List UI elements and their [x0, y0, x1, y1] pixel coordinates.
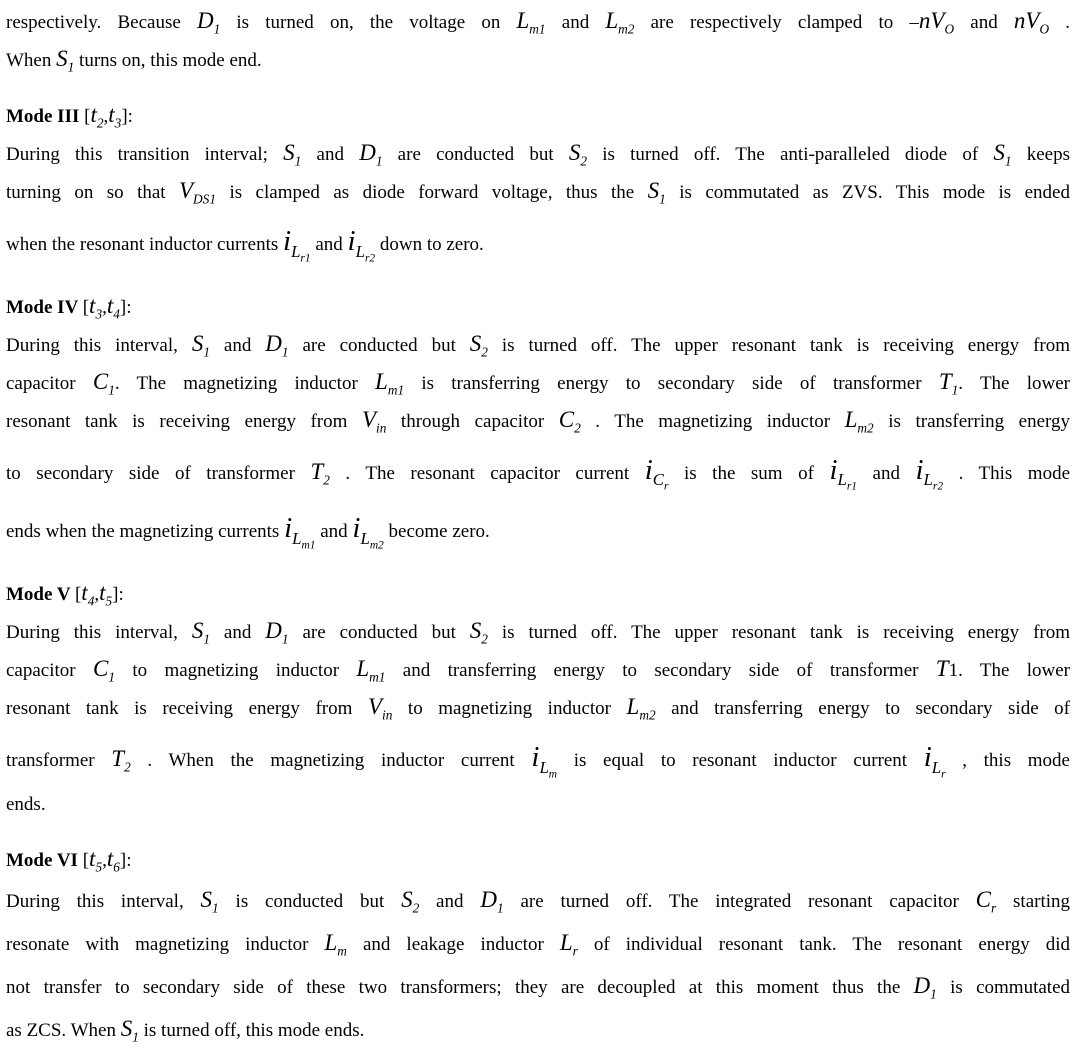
math-subscript: 3 [95, 306, 103, 322]
math-subsubscript: m [548, 767, 558, 780]
math-variable: $D_1$ [196, 8, 221, 37]
text-run: ]: [119, 850, 132, 872]
math-subscript: Lr [931, 757, 946, 780]
math-subscript: 1 [108, 669, 115, 685]
text-line [6, 403, 1070, 441]
mode-v-heading [6, 576, 1070, 614]
bold-run: Mode III [6, 106, 85, 127]
text-run: starting [996, 891, 1071, 913]
math-subsubscript: r2 [364, 252, 376, 265]
text-run: to magnetizing inductor [392, 697, 627, 719]
text-run: is the sum of [668, 462, 830, 484]
math-variable: $t_5$ [99, 579, 113, 609]
math-subscript: 1 [213, 21, 221, 37]
math-variable: $T_2$ [310, 458, 330, 488]
paragraph [6, 136, 1070, 271]
text-line [6, 966, 1070, 1009]
text-run: and leakage inductor [346, 934, 560, 956]
math-variable: $S_1$ [120, 1016, 139, 1045]
text-line [6, 1009, 1070, 1052]
text-run: as ZCS. When [6, 1020, 121, 1042]
math-variable: $V_{in}$ [367, 693, 393, 723]
text-run: is clamped as diode forward voltage, thus the [216, 182, 648, 203]
text-run: and [315, 521, 353, 543]
text-run: [ [82, 296, 90, 318]
text-line [6, 728, 1070, 787]
text-run: and [209, 334, 266, 356]
math-subsubscript: m1 [301, 539, 316, 552]
math-subsubscript: m2 [369, 539, 384, 552]
math-subscript: 1 [108, 382, 115, 398]
text-run: is transferring energy to secondary side of transformer [404, 372, 939, 394]
text-run: ]: [119, 296, 132, 318]
text-run: During this interval, [6, 621, 192, 643]
math-subscript: 3 [114, 115, 122, 131]
math-subscript: 1 [132, 1029, 139, 1045]
math-variable: $S_1$ [993, 140, 1012, 169]
math-subscript: 1 [281, 631, 289, 647]
math-variable: $V_{DS1}$ [178, 178, 217, 207]
math-variable: T [935, 655, 949, 681]
math-variable: $S_1$ [191, 330, 210, 360]
bold-run: Mode VI [6, 850, 83, 872]
math-variable: $nV_O$ [918, 8, 955, 37]
math-variable: $S_1$ [283, 140, 302, 169]
math-variable: $L_m$ [324, 930, 347, 959]
text-run: . [1049, 12, 1070, 33]
text-line [6, 42, 1070, 80]
text-run: . This mode [943, 462, 1071, 484]
text-run: and [419, 891, 481, 913]
text-run: to magnetizing inductor [114, 659, 357, 681]
text-run: ends. [6, 794, 46, 816]
math-subscript: 1 [67, 59, 75, 75]
math-subscript: 2 [481, 631, 488, 647]
math-variable: $D_1$ [265, 330, 289, 360]
math-subscript: 2 [574, 420, 581, 436]
math-variable: $C_1$ [92, 368, 115, 398]
text-run: capacitor [6, 372, 93, 394]
math-variable: $S_1$ [647, 178, 666, 207]
text-line [6, 212, 1070, 271]
math-variable: $t_6$ [106, 846, 120, 875]
text-run: not transfer to secondary side of these two transformers; they are decoupled at this moment thus the [6, 977, 914, 999]
math-variable: $D_1$ [359, 140, 383, 169]
math-subscript: 4 [87, 593, 95, 609]
text-run: down to zero. [375, 234, 484, 255]
text-run: ]: [112, 583, 124, 605]
math-variable: $C_r$ [975, 887, 997, 916]
math-variable: $i_{L_r}$ [923, 740, 946, 780]
text-run: and [209, 621, 266, 643]
mode-iii-heading [6, 98, 1070, 136]
mode-vi-heading [6, 842, 1070, 880]
math-variable: $L_{m1}$ [516, 8, 546, 37]
text-run: respectively. Because [6, 12, 197, 33]
math-subsubscript: r1 [300, 252, 311, 265]
text-run: and [301, 144, 360, 165]
math-subscript: Lm1 [292, 528, 316, 552]
math-subscript: in [382, 707, 393, 723]
text-run: when the resonant inductor currents [6, 234, 283, 255]
text-run: . The magnetizing inductor [580, 410, 845, 432]
math-subscript: 1 [203, 631, 210, 647]
text-run: capacitor [6, 659, 93, 681]
math-variable: $t_4$ [81, 579, 95, 609]
math-subscript: 1 [659, 191, 666, 207]
text-run: to secondary side of transformer [6, 462, 311, 484]
math-variable: $L_{m2}$ [626, 693, 656, 723]
math-variable: $nV_O$ [1013, 8, 1050, 37]
paragraph [6, 880, 1070, 1052]
math-subscript: 1 [1004, 153, 1012, 169]
math-subscript: 1 [375, 153, 383, 169]
mode-iv-heading [6, 289, 1070, 327]
math-variable: $i_{L_{r1}}$ [283, 225, 311, 265]
text-run: turns on, this mode end. [74, 50, 262, 71]
text-line [6, 327, 1070, 365]
math-subscript: m2 [857, 420, 874, 436]
math-subsubscript: r [941, 767, 946, 780]
text-run: , this mode [945, 749, 1070, 771]
text-run: . The magnetizing inductor [114, 372, 376, 394]
paragraph [6, 327, 1070, 558]
math-subscript: Lr2 [355, 241, 376, 265]
text-run: keeps [1011, 144, 1070, 165]
math-subscript: r [572, 943, 578, 959]
math-subscript: 1 [496, 900, 504, 916]
math-variable: $L_r$ [559, 930, 578, 959]
text-run: resonate with magnetizing inductor [6, 934, 325, 956]
text-run: [ [82, 850, 90, 872]
math-subscript: DS1 [193, 191, 217, 207]
text-run: [ [84, 106, 91, 127]
math-subscript: m1 [369, 669, 386, 685]
math-variable: $D_1$ [265, 617, 289, 647]
math-subscript: 2 [412, 900, 420, 916]
math-subscript: 5 [105, 593, 113, 609]
math-subsubscript: r [664, 480, 669, 493]
math-subscript: m [337, 943, 347, 959]
math-variable: $S_1$ [56, 46, 75, 75]
math-subscript: 6 [113, 859, 120, 875]
math-variable: $S_1$ [200, 887, 219, 916]
math-subscript: r [991, 900, 997, 916]
text-run: are conducted but [382, 144, 569, 165]
math-subscript: 1 [930, 986, 937, 1002]
bold-run: Mode IV [6, 296, 83, 318]
text-run: When [6, 50, 57, 71]
text-run: are respectively clamped to – [634, 12, 919, 33]
text-run: is turned on, the voltage on [220, 12, 517, 33]
text-line [6, 690, 1070, 728]
math-subscript: O [1039, 21, 1050, 37]
math-variable: $C_2$ [558, 406, 581, 436]
math-variable: $L_{m1}$ [375, 368, 405, 398]
text-run: resonant tank is receiving energy from [6, 697, 368, 719]
math-subscript: Lr1 [291, 241, 311, 265]
math-variable: $L_{m2}$ [605, 8, 635, 37]
text-run: transformer [6, 749, 112, 771]
math-variable: $D_1$ [480, 887, 504, 916]
math-subscript: 1 [281, 344, 289, 360]
text-run: . The resonant capacitor current [329, 462, 645, 484]
paragraph [6, 4, 1070, 80]
text-run: [ [74, 583, 82, 605]
math-variable: $S_2$ [469, 617, 488, 647]
math-variable: $t_5$ [89, 846, 103, 875]
text-line [6, 499, 1070, 558]
math-subscript: 2 [580, 153, 588, 169]
text-run: and [310, 234, 348, 255]
text-line [6, 614, 1070, 652]
math-subscript: 2 [96, 115, 104, 131]
text-run: are conducted but [288, 334, 470, 356]
math-subscript: 5 [95, 859, 103, 875]
math-variable: $S_2$ [469, 330, 488, 360]
math-variable: $i_{L_m}$ [531, 740, 558, 780]
math-subscript: m1 [387, 382, 405, 398]
math-variable: $D_1$ [913, 973, 937, 1002]
text-run: turning on so that [6, 182, 179, 203]
text-run: and [857, 462, 916, 484]
math-variable: $S_2$ [401, 887, 420, 916]
text-run: During this interval, [6, 334, 192, 356]
text-run: During this transition interval; [6, 144, 284, 165]
text-run: . The lower [958, 372, 1070, 394]
text-run: and [545, 12, 606, 33]
text-line [6, 174, 1070, 212]
text-line [6, 365, 1070, 403]
math-subscript: Lm [539, 757, 558, 780]
text-line [6, 652, 1070, 690]
math-variable: $i_{L_{r1}}$ [829, 453, 858, 493]
text-run: . When the magnetizing inductor current [130, 749, 532, 771]
math-variable: $C_1$ [92, 655, 115, 685]
text-run: is turned off, this mode ends. [138, 1020, 365, 1042]
math-subscript: Lr2 [923, 470, 944, 493]
text-run: is conducted but [218, 891, 402, 913]
text-run: is equal to resonant inductor current [557, 749, 924, 771]
text-line [6, 136, 1070, 174]
text-run: is turned off. The upper resonant tank is receiving energy from [487, 334, 1071, 356]
math-subscript: 1 [951, 382, 959, 398]
math-subsubscript: r1 [846, 480, 858, 493]
math-subscript: 2 [323, 472, 330, 488]
text-run: through capacitor [386, 410, 559, 432]
text-line [6, 4, 1070, 42]
math-variable: $t_2$ [90, 102, 104, 131]
text-run: and transferring energy to secondary side of transformer [385, 659, 936, 681]
text-run: During this interval, [6, 891, 201, 913]
math-variable: $i_{C_r}$ [644, 453, 669, 493]
math-subscript: Cr [652, 470, 669, 493]
text-run: become zero. [383, 521, 490, 543]
math-subsubscript: r2 [932, 480, 944, 493]
bold-run: Mode V [6, 583, 75, 605]
math-variable: $t_4$ [106, 292, 120, 322]
math-subscript: 1 [294, 153, 302, 169]
math-variable: $L_{m2}$ [844, 406, 874, 436]
math-variable: $i_{L_{m1}}$ [284, 512, 316, 552]
text-run: and transferring energy to secondary side of [655, 697, 1071, 719]
math-variable: $i_{L_{m2}}$ [352, 512, 384, 552]
text-run: are turned off. The integrated resonant capacitor [503, 891, 976, 913]
text-run: of individual resonant tank. The resonant energy did [577, 934, 1071, 956]
text-run: ends when the magnetizing currents [6, 521, 285, 543]
text-run: is commutated [936, 977, 1071, 999]
math-variable: $t_3$ [108, 102, 122, 131]
math-subscript: 1 [203, 344, 210, 360]
text-run: , [94, 583, 100, 605]
math-subscript: 2 [481, 344, 488, 360]
math-subscript: Lr1 [837, 470, 858, 493]
math-variable: $i_{L_{r2}}$ [915, 453, 944, 493]
math-variable: $V_{in}$ [361, 406, 387, 436]
text-run: is commutated as ZVS. This mode is ended [665, 182, 1070, 203]
text-run: is turned off. The anti-paralleled diode of [587, 144, 994, 165]
paragraph [6, 614, 1070, 825]
text-run: is turned off. The upper resonant tank is receiving energy from [487, 621, 1071, 643]
math-subscript: 4 [113, 306, 120, 322]
text-run: ]: [121, 106, 133, 127]
text-line [6, 880, 1070, 923]
text-run: 1. The lower [948, 659, 1070, 681]
text-line [6, 923, 1070, 966]
math-subscript: 1 [212, 900, 219, 916]
math-subscript: in [376, 420, 387, 436]
math-variable: $i_{L_{r2}}$ [347, 225, 376, 265]
math-variable: $S_2$ [568, 140, 588, 169]
text-line [6, 786, 1070, 824]
text-run: and [954, 12, 1014, 33]
math-subscript: m1 [529, 21, 546, 37]
math-subscript: 2 [124, 759, 131, 775]
text-run: , [103, 106, 109, 127]
text-run: are conducted but [288, 621, 470, 643]
math-subscript: O [944, 21, 955, 37]
math-subscript: Lm2 [360, 528, 384, 552]
math-variable: $L_{m1}$ [356, 655, 386, 685]
math-variable: $T_2$ [111, 745, 131, 775]
text-line [6, 441, 1070, 500]
math-variable: $T_1$ [938, 368, 959, 398]
text-run: , [102, 850, 107, 872]
math-subscript: m2 [639, 707, 656, 723]
text-run: , [102, 296, 107, 318]
math-subscript: m2 [618, 21, 635, 37]
text-run: is transferring energy [873, 410, 1070, 432]
math-variable: $t_3$ [89, 292, 103, 322]
text-run: resonant tank is receiving energy from [6, 410, 362, 432]
math-variable: $S_1$ [191, 617, 210, 647]
